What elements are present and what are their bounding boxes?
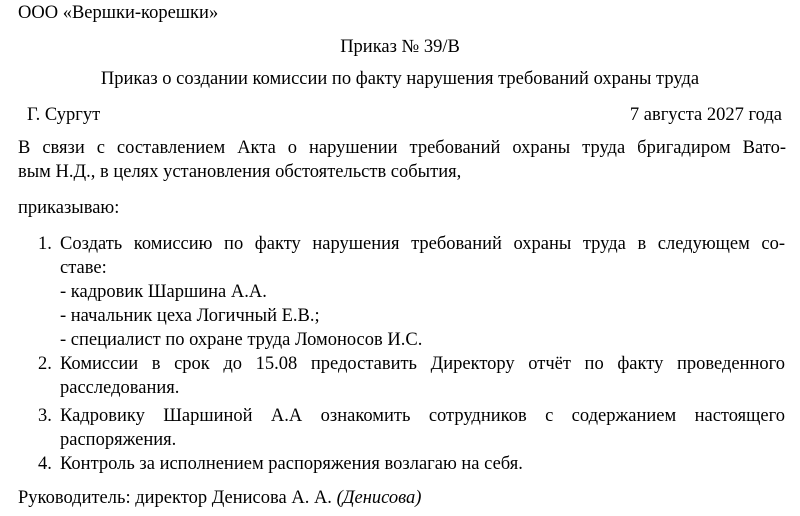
item-text bbox=[60, 352, 785, 400]
order-date: 7 августа 2027 года bbox=[629, 105, 782, 125]
item-text bbox=[60, 232, 785, 352]
item-text bbox=[60, 404, 785, 452]
organization-name: ООО «Вершки-корешки» bbox=[18, 3, 219, 23]
item-number: 2. bbox=[38, 354, 52, 374]
order-number: Приказ № 39/В bbox=[340, 37, 460, 57]
item-number: 4. bbox=[38, 454, 52, 474]
item-line: Комиссии в срок до 15.08 предоставить Директору отчёт по факту проведенного bbox=[60, 354, 785, 374]
member-line: - начальник цеха Логичный Е.В.; bbox=[60, 306, 320, 326]
order-city: Г. Сургут bbox=[27, 105, 101, 125]
intro-line-1: В связи с составлением Акта о нарушении требований охраны труда бригадиром Вато- bbox=[18, 138, 786, 158]
item-number: 3. bbox=[38, 406, 52, 426]
item-line: расследования. bbox=[60, 378, 180, 398]
item-line: Контроль за исполнением распоряжения возлагаю на себя. bbox=[60, 454, 523, 474]
item-line: ставе: bbox=[60, 258, 107, 278]
member-line: - специалист по охране труда Ломоносов И.С. bbox=[60, 330, 423, 350]
signature-line bbox=[18, 486, 421, 510]
item-line: Кадровику Шаршиной А.А ознакомить сотрудников с содержанием настоящего bbox=[60, 406, 785, 426]
member-line: - кадровик Шаршина А.А. bbox=[60, 282, 267, 302]
order-title: Приказ о создании комиссии по факту нарушения требований охраны труда bbox=[100, 69, 700, 89]
item-line: распоряжения. bbox=[60, 430, 177, 450]
item-line: Создать комиссию по факту нарушения требований охраны труда в следующем со- bbox=[60, 234, 785, 254]
intro-line-2: вым Н.Д., в целях установления обстоятельств события, bbox=[18, 162, 462, 182]
signature-name: (Денисова) bbox=[336, 488, 422, 508]
signature-label: Руководитель: директор Денисова А. А. bbox=[18, 488, 332, 508]
item-number: 1. bbox=[38, 234, 52, 254]
item-text bbox=[60, 452, 785, 476]
decree-word: приказываю: bbox=[18, 198, 120, 218]
intro-paragraph bbox=[18, 136, 786, 184]
